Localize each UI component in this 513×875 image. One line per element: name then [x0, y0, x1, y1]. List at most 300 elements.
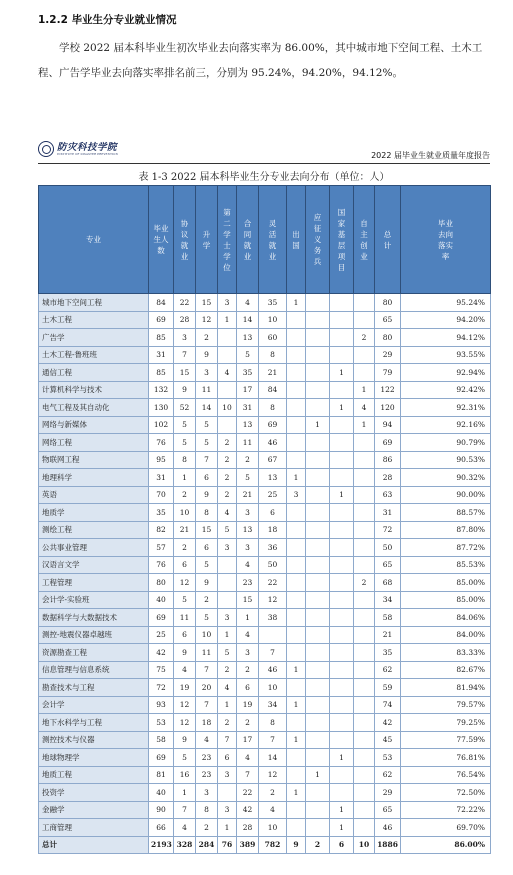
count-cell	[287, 766, 306, 784]
count-cell	[330, 679, 354, 697]
count-cell: 1	[287, 784, 306, 802]
count-cell: 6	[259, 504, 287, 522]
count-cell: 62	[375, 766, 401, 784]
count-cell: 1	[306, 766, 330, 784]
count-cell: 14	[259, 749, 287, 767]
count-cell: 2	[259, 784, 287, 802]
count-cell: 1	[287, 294, 306, 312]
count-cell: 10	[218, 399, 237, 417]
count-cell: 23	[237, 574, 259, 592]
count-cell	[306, 486, 330, 504]
table-row	[39, 294, 491, 312]
count-cell: 12	[259, 766, 287, 784]
count-cell	[306, 556, 330, 574]
placement-rate-cell: 90.32%	[401, 469, 491, 487]
count-cell: 25	[259, 486, 287, 504]
count-cell	[330, 574, 354, 592]
count-cell: 62	[375, 661, 401, 679]
column-header: 合同就业	[237, 186, 259, 294]
count-cell: 81	[149, 766, 174, 784]
count-cell	[354, 679, 375, 697]
count-cell	[287, 521, 306, 539]
count-cell: 63	[375, 486, 401, 504]
count-cell: 90	[149, 801, 174, 819]
count-cell: 3	[196, 784, 218, 802]
count-cell: 1	[218, 311, 237, 329]
major-name-cell: 勘查技术与工程	[39, 679, 149, 697]
count-cell: 21	[375, 626, 401, 644]
count-cell: 2	[306, 836, 330, 854]
placement-rate-cell: 92.16%	[401, 416, 491, 434]
count-cell: 6	[218, 749, 237, 767]
count-cell: 1	[330, 486, 354, 504]
count-cell: 2	[196, 329, 218, 347]
count-cell	[354, 626, 375, 644]
count-cell: 4	[237, 294, 259, 312]
count-cell: 57	[149, 539, 174, 557]
count-cell: 11	[196, 381, 218, 399]
count-cell	[306, 731, 330, 749]
count-cell: 1	[287, 731, 306, 749]
count-cell: 6	[196, 469, 218, 487]
count-cell: 4	[196, 731, 218, 749]
count-cell: 12	[196, 311, 218, 329]
count-cell	[354, 311, 375, 329]
count-cell: 15	[237, 591, 259, 609]
count-cell: 11	[174, 609, 196, 627]
table-row	[39, 591, 491, 609]
count-cell	[306, 451, 330, 469]
count-cell: 46	[259, 661, 287, 679]
count-cell	[306, 714, 330, 732]
count-cell	[354, 731, 375, 749]
count-cell	[287, 434, 306, 452]
major-name-cell: 会计学	[39, 696, 149, 714]
count-cell: 31	[375, 504, 401, 522]
count-cell: 72	[375, 521, 401, 539]
major-name-cell: 网络与新媒体	[39, 416, 149, 434]
count-cell: 2	[218, 486, 237, 504]
count-cell	[354, 294, 375, 312]
placement-rate-cell: 94.20%	[401, 311, 491, 329]
column-header: 毕业去向落实率	[401, 186, 491, 294]
major-name-cell: 工程管理	[39, 574, 149, 592]
count-cell	[306, 504, 330, 522]
table-row	[39, 696, 491, 714]
count-cell: 10	[174, 504, 196, 522]
major-name-cell: 通信工程	[39, 364, 149, 382]
count-cell	[354, 591, 375, 609]
table-header-row	[39, 186, 491, 294]
count-cell	[330, 626, 354, 644]
count-cell: 69	[149, 609, 174, 627]
count-cell: 8	[196, 801, 218, 819]
count-cell: 2	[218, 469, 237, 487]
count-cell: 58	[375, 609, 401, 627]
table-row	[39, 609, 491, 627]
count-cell: 72	[149, 679, 174, 697]
count-cell	[330, 521, 354, 539]
count-cell: 7	[259, 644, 287, 662]
count-cell: 11	[196, 644, 218, 662]
count-cell	[306, 294, 330, 312]
table-row	[39, 556, 491, 574]
count-cell: 10	[259, 679, 287, 697]
count-cell	[306, 311, 330, 329]
count-cell	[354, 749, 375, 767]
count-cell: 1886	[375, 836, 401, 854]
count-cell	[330, 731, 354, 749]
count-cell: 9	[174, 381, 196, 399]
placement-rate-cell: 76.54%	[401, 766, 491, 784]
count-cell	[354, 714, 375, 732]
count-cell: 21	[237, 486, 259, 504]
count-cell: 5	[237, 346, 259, 364]
count-cell: 2193	[149, 836, 174, 854]
placement-rate-cell: 94.12%	[401, 329, 491, 347]
institution-logo	[38, 141, 118, 157]
count-cell: 2	[174, 539, 196, 557]
count-cell	[354, 346, 375, 364]
count-cell: 6	[330, 836, 354, 854]
count-cell: 120	[375, 399, 401, 417]
count-cell: 80	[375, 294, 401, 312]
count-cell: 94	[375, 416, 401, 434]
count-cell	[306, 539, 330, 557]
count-cell: 18	[259, 521, 287, 539]
placement-rate-cell: 84.06%	[401, 609, 491, 627]
count-cell: 69	[259, 416, 287, 434]
count-cell: 2	[218, 714, 237, 732]
count-cell: 13	[237, 521, 259, 539]
placement-rate-cell: 90.53%	[401, 451, 491, 469]
count-cell: 35	[149, 504, 174, 522]
column-header: 应征义务兵	[306, 186, 330, 294]
placement-rate-cell: 86.00%	[401, 836, 491, 854]
count-cell: 31	[149, 469, 174, 487]
count-cell: 31	[149, 346, 174, 364]
count-cell: 5	[218, 644, 237, 662]
count-cell: 7	[174, 801, 196, 819]
count-cell	[330, 661, 354, 679]
section-title: 毕业生分专业就业情况	[71, 14, 177, 26]
count-cell: 6	[174, 626, 196, 644]
count-cell	[259, 626, 287, 644]
count-cell: 50	[259, 556, 287, 574]
major-name-cell: 网络工程	[39, 434, 149, 452]
count-cell	[330, 329, 354, 347]
table-row	[39, 311, 491, 329]
count-cell	[306, 644, 330, 662]
count-cell: 5	[218, 521, 237, 539]
count-cell: 25	[149, 626, 174, 644]
count-cell	[287, 714, 306, 732]
count-cell: 23	[196, 766, 218, 784]
count-cell	[306, 801, 330, 819]
count-cell	[306, 574, 330, 592]
count-cell: 9	[196, 574, 218, 592]
count-cell	[330, 784, 354, 802]
count-cell: 13	[237, 329, 259, 347]
logo-text: 防灾科技学院	[57, 141, 118, 153]
major-name-cell: 会计学-实验班	[39, 591, 149, 609]
count-cell: 46	[375, 819, 401, 837]
count-cell: 5	[196, 556, 218, 574]
table-caption: 表 1-3 2022 届本科毕业生分专业去向分布（单位：人）	[138, 172, 390, 183]
count-cell: 69	[149, 749, 174, 767]
column-header: 总计	[375, 186, 401, 294]
major-name-cell: 计算机科学与技术	[39, 381, 149, 399]
count-cell: 3	[218, 539, 237, 557]
count-cell: 14	[237, 311, 259, 329]
table-row	[39, 731, 491, 749]
count-cell: 3	[237, 644, 259, 662]
count-cell: 65	[375, 311, 401, 329]
count-cell: 8	[259, 346, 287, 364]
count-cell: 9	[287, 836, 306, 854]
count-cell	[218, 329, 237, 347]
section-heading	[38, 12, 177, 27]
count-cell	[330, 381, 354, 399]
count-cell: 3	[287, 486, 306, 504]
count-cell	[306, 346, 330, 364]
count-cell	[306, 591, 330, 609]
major-name-cell: 测控-地震仪器卓越班	[39, 626, 149, 644]
count-cell: 2	[354, 574, 375, 592]
count-cell: 13	[259, 469, 287, 487]
count-cell	[306, 521, 330, 539]
count-cell	[306, 329, 330, 347]
count-cell: 75	[149, 661, 174, 679]
count-cell: 13	[237, 416, 259, 434]
count-cell: 3	[237, 539, 259, 557]
count-cell: 130	[149, 399, 174, 417]
placement-rate-cell: 72.22%	[401, 801, 491, 819]
placement-rate-cell: 85.53%	[401, 556, 491, 574]
count-cell	[306, 609, 330, 627]
count-cell	[287, 451, 306, 469]
count-cell: 4	[237, 749, 259, 767]
major-name-cell: 公共事业管理	[39, 539, 149, 557]
placement-rate-cell: 92.42%	[401, 381, 491, 399]
count-cell: 3	[237, 504, 259, 522]
count-cell: 10	[259, 311, 287, 329]
count-cell: 12	[174, 714, 196, 732]
column-header: 灵活就业	[259, 186, 287, 294]
count-cell	[306, 626, 330, 644]
count-cell: 389	[237, 836, 259, 854]
count-cell	[287, 591, 306, 609]
count-cell: 782	[259, 836, 287, 854]
placement-rate-cell: 90.00%	[401, 486, 491, 504]
emblem-icon	[38, 141, 54, 157]
table-row	[39, 784, 491, 802]
count-cell: 45	[375, 731, 401, 749]
count-cell: 35	[375, 644, 401, 662]
table-row	[39, 434, 491, 452]
count-cell: 12	[174, 696, 196, 714]
count-cell	[306, 364, 330, 382]
count-cell: 46	[259, 434, 287, 452]
table-row	[39, 521, 491, 539]
count-cell: 85	[149, 329, 174, 347]
count-cell: 2	[196, 591, 218, 609]
count-cell: 9	[174, 644, 196, 662]
count-cell: 59	[375, 679, 401, 697]
count-cell	[330, 294, 354, 312]
count-cell: 42	[375, 714, 401, 732]
count-cell	[354, 486, 375, 504]
count-cell: 42	[237, 801, 259, 819]
count-cell: 2	[218, 661, 237, 679]
count-cell	[306, 434, 330, 452]
count-cell	[306, 679, 330, 697]
count-cell	[354, 504, 375, 522]
placement-rate-cell: 92.94%	[401, 364, 491, 382]
count-cell: 7	[196, 661, 218, 679]
count-cell: 4	[237, 556, 259, 574]
count-cell: 1	[174, 469, 196, 487]
count-cell	[306, 784, 330, 802]
major-name-cell: 地质工程	[39, 766, 149, 784]
table-row	[39, 451, 491, 469]
major-name-cell: 土木工程	[39, 311, 149, 329]
count-cell	[287, 644, 306, 662]
count-cell: 69	[149, 311, 174, 329]
count-cell: 28	[237, 819, 259, 837]
count-cell: 9	[174, 731, 196, 749]
count-cell: 34	[375, 591, 401, 609]
count-cell	[330, 609, 354, 627]
count-cell: 22	[237, 784, 259, 802]
table-row	[39, 819, 491, 837]
count-cell	[306, 819, 330, 837]
count-cell: 21	[259, 364, 287, 382]
count-cell: 4	[218, 679, 237, 697]
count-cell: 5	[174, 434, 196, 452]
major-name-cell: 信息管理与信息系统	[39, 661, 149, 679]
count-cell: 23	[196, 749, 218, 767]
table-row	[39, 801, 491, 819]
count-cell: 4	[218, 364, 237, 382]
count-cell: 85	[149, 364, 174, 382]
column-header: 专业	[39, 186, 149, 294]
table-row	[39, 416, 491, 434]
major-name-cell: 工商管理	[39, 819, 149, 837]
count-cell	[354, 784, 375, 802]
placement-rate-cell: 85.00%	[401, 591, 491, 609]
count-cell	[330, 451, 354, 469]
count-cell	[354, 819, 375, 837]
count-cell: 66	[149, 819, 174, 837]
major-name-cell: 数据科学与大数据技术	[39, 609, 149, 627]
count-cell	[306, 661, 330, 679]
count-cell: 15	[196, 521, 218, 539]
count-cell	[287, 556, 306, 574]
placement-rate-cell: 79.57%	[401, 696, 491, 714]
count-cell: 80	[375, 329, 401, 347]
count-cell: 82	[149, 521, 174, 539]
count-cell: 9	[196, 346, 218, 364]
count-cell: 328	[174, 836, 196, 854]
placement-rate-cell: 93.55%	[401, 346, 491, 364]
count-cell: 38	[259, 609, 287, 627]
count-cell: 10	[354, 836, 375, 854]
count-cell: 68	[375, 574, 401, 592]
placement-rate-cell: 79.25%	[401, 714, 491, 732]
placement-rate-cell: 84.00%	[401, 626, 491, 644]
column-header: 第二学士学位	[218, 186, 237, 294]
count-cell: 58	[149, 731, 174, 749]
count-cell: 17	[237, 381, 259, 399]
table-row	[39, 679, 491, 697]
report-header	[38, 141, 490, 164]
count-cell: 65	[375, 801, 401, 819]
major-name-cell: 投资学	[39, 784, 149, 802]
total-row	[39, 836, 491, 854]
count-cell: 5	[196, 609, 218, 627]
count-cell: 6	[174, 556, 196, 574]
count-cell: 22	[259, 574, 287, 592]
count-cell: 93	[149, 696, 174, 714]
table-row	[39, 346, 491, 364]
count-cell: 15	[196, 294, 218, 312]
column-header: 协议就业	[174, 186, 196, 294]
count-cell: 80	[149, 574, 174, 592]
count-cell: 18	[196, 714, 218, 732]
count-cell: 76	[149, 434, 174, 452]
count-cell	[287, 364, 306, 382]
count-cell: 19	[237, 696, 259, 714]
count-cell: 4	[174, 661, 196, 679]
count-cell: 22	[174, 294, 196, 312]
count-cell: 1	[287, 469, 306, 487]
count-cell	[330, 434, 354, 452]
count-cell	[330, 766, 354, 784]
count-cell: 2	[237, 451, 259, 469]
count-cell: 35	[259, 294, 287, 312]
count-cell	[287, 329, 306, 347]
count-cell: 5	[196, 416, 218, 434]
table-row	[39, 644, 491, 662]
count-cell	[306, 399, 330, 417]
count-cell: 60	[259, 329, 287, 347]
count-cell	[330, 504, 354, 522]
count-cell: 14	[196, 399, 218, 417]
count-cell	[330, 696, 354, 714]
count-cell: 3	[218, 609, 237, 627]
count-cell: 2	[196, 819, 218, 837]
count-cell	[354, 364, 375, 382]
count-cell	[218, 346, 237, 364]
count-cell	[354, 556, 375, 574]
major-name-cell: 测绘工程	[39, 521, 149, 539]
count-cell: 1	[330, 364, 354, 382]
count-cell: 2	[218, 434, 237, 452]
count-cell: 4	[259, 801, 287, 819]
count-cell: 4	[174, 819, 196, 837]
count-cell: 5	[174, 416, 196, 434]
count-cell: 40	[149, 784, 174, 802]
count-cell: 4	[218, 504, 237, 522]
table-row	[39, 714, 491, 732]
major-name-cell: 地理科学	[39, 469, 149, 487]
placement-rate-cell: 92.31%	[401, 399, 491, 417]
count-cell: 10	[259, 819, 287, 837]
count-cell	[287, 609, 306, 627]
major-name-cell: 地质学	[39, 504, 149, 522]
placement-rate-cell: 87.80%	[401, 521, 491, 539]
